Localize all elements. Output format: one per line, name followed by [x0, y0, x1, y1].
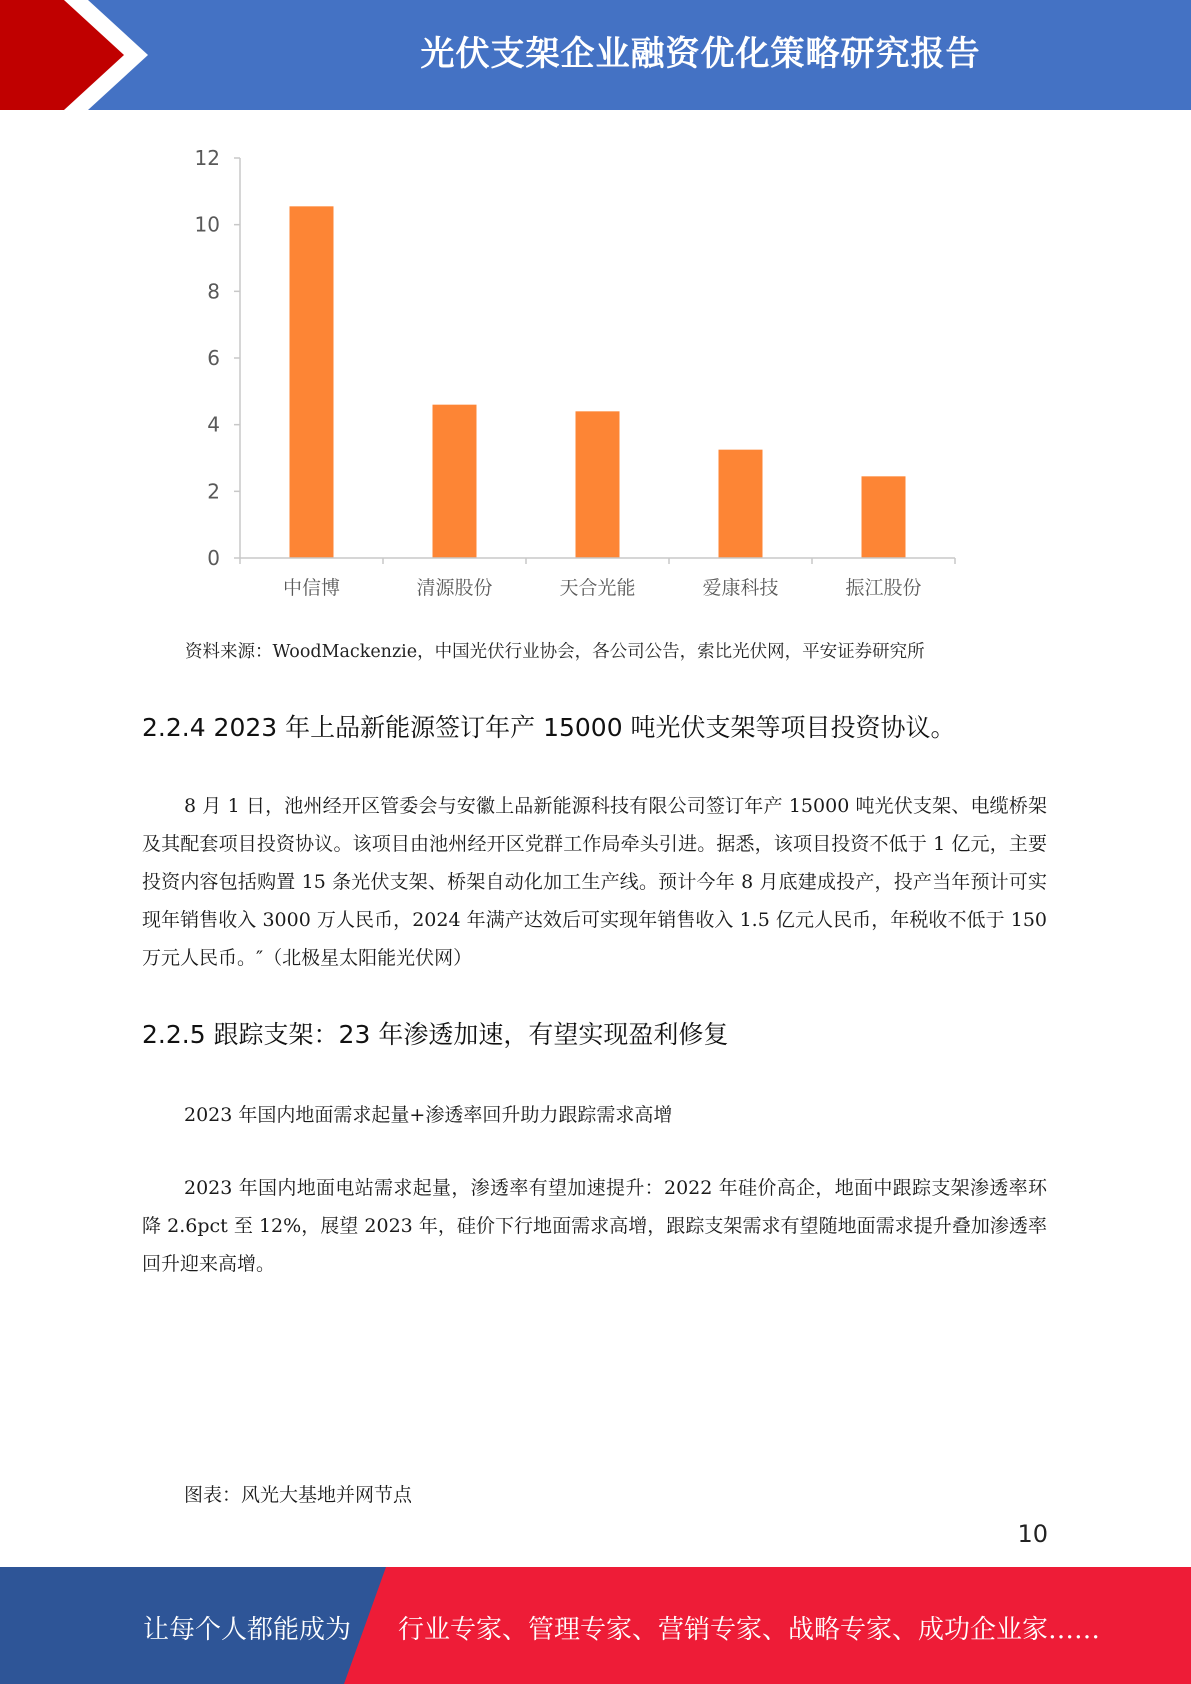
y-tick-label: 12: [194, 146, 220, 170]
page-number: 10: [1017, 1520, 1048, 1548]
bar-chart: [170, 140, 970, 610]
x-tick-label: 爱康科技: [702, 577, 779, 599]
y-tick-label: 8: [207, 279, 220, 304]
section-heading-2-2-5: 2.2.5 跟踪支架：23 年渗透加速，有望实现盈利修复: [142, 1020, 729, 1049]
chart-source-note: 资料来源：WoodMackenzie，中国光伏行业协会，各公司公告，索比光伏网，平安证券研究所: [185, 642, 925, 662]
y-tick-label: 0: [207, 546, 220, 570]
y-tick-label: 10: [194, 212, 220, 237]
x-axis: [240, 558, 955, 599]
section-heading-2-2-4: 2.2.4 2023 年上品新能源签订年产 15000 吨光伏支架等项目投资协议。: [142, 713, 956, 742]
bar-series: [290, 206, 906, 558]
figure-caption: 图表：风光大基地并网节点: [184, 1484, 413, 1506]
x-tick-label: 振江股份: [845, 577, 922, 599]
page-footer: [0, 1567, 1191, 1684]
bar: [290, 206, 334, 558]
header-arrow-decoration: [0, 0, 160, 110]
y-axis: [195, 146, 240, 570]
section-2-2-4-paragraph: 8 月 1 日，池州经开区管委会与安徽上品新能源科技有限公司签订年产 15000 吨光伏支架、电缆桥架及其配套项目投资协议。该项目由池州经开区党群工作局牵头引进。据悉，该项目投资不低于 1 亿元，主要投资内容包括购置 15 条光伏支架、桥架自动化加工生产线。预计今年 8 月底建成投产，投产当年预计可实现年销售收入 3000 万人民币，2024 年满产达效后可实现年销售收入 1.5 亿元人民币，年税收不低于 150 万元人民币。″（北极星太阳能光伏网）: [142, 795, 1047, 969]
bar: [862, 476, 906, 558]
y-tick-label: 2: [207, 479, 220, 504]
footer-slogan-left: 让每个人都能成为: [143, 1615, 352, 1645]
x-tick-label: 清源股份: [416, 577, 493, 599]
section-2-2-5-subline: 2023 年国内地面需求起量+渗透率回升助力跟踪需求高增: [184, 1104, 673, 1126]
y-tick-label: 4: [207, 412, 220, 437]
y-tick-label: 6: [207, 346, 220, 370]
bar: [719, 450, 763, 558]
page-header: [0, 0, 1191, 110]
x-tick-label: 中信博: [282, 577, 341, 599]
report-title: 光伏支架企业融资优化策略研究报告: [420, 34, 981, 74]
section-2-2-5-paragraph: 2023 年国内地面电站需求起量，渗透率有望加速提升：2022 年硅价高企，地面中跟踪支架渗透率环降 2.6pct 至 12%，展望 2023 年，硅价下行地面需求高增，跟踪支架需求有望随地面需求提升叠加渗透率回升迎来高增。: [142, 1177, 1047, 1275]
footer-slogan-right: 行业专家、管理专家、营销专家、战略专家、成功企业家……: [398, 1615, 1101, 1645]
bar: [576, 411, 620, 558]
x-tick-label: 天合光能: [559, 577, 636, 599]
bar: [433, 405, 477, 558]
